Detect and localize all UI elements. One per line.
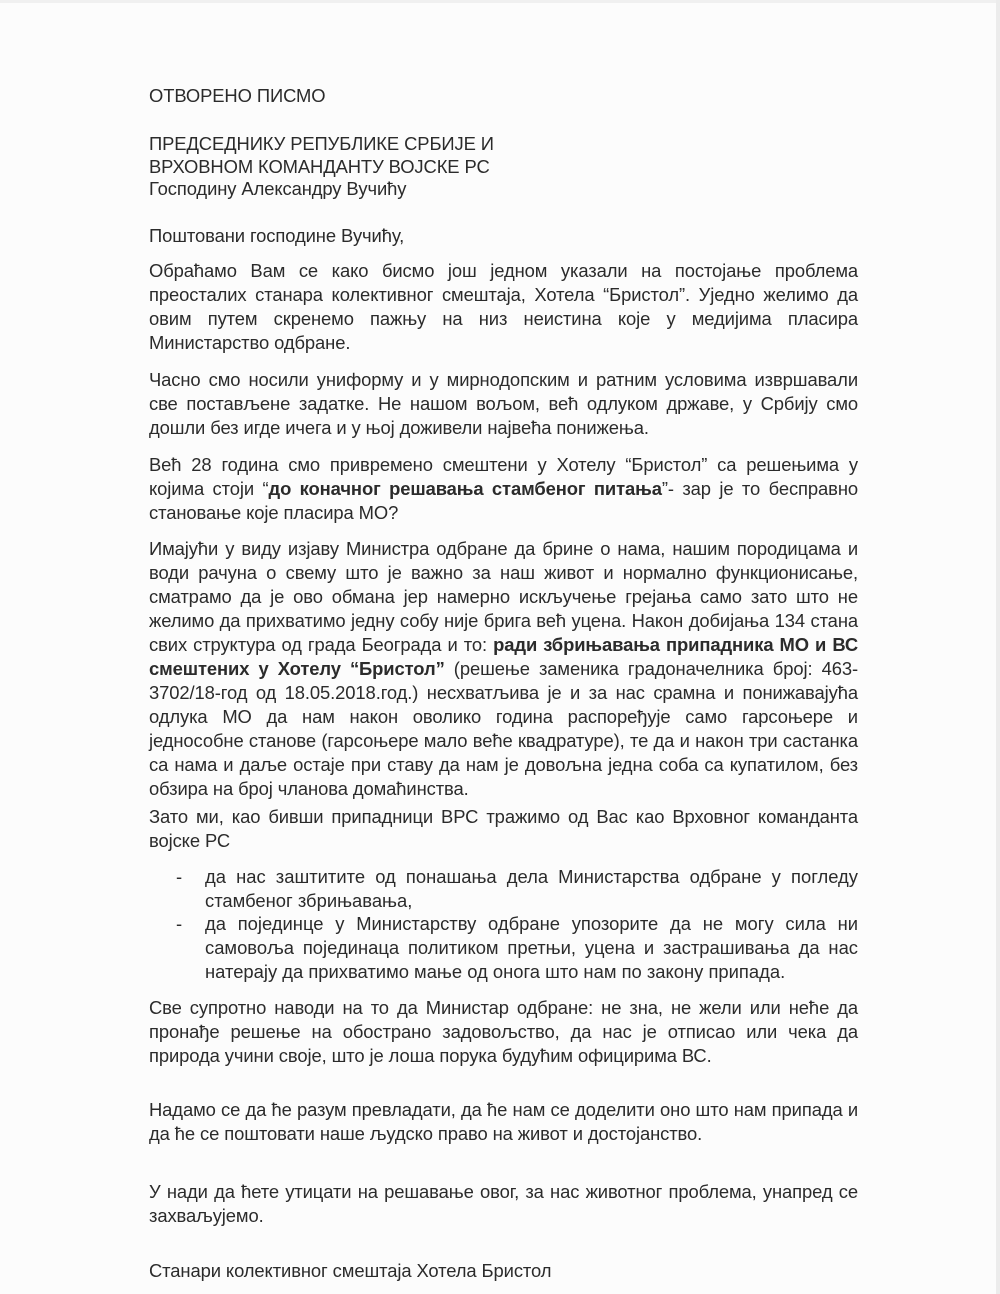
letter-heading: ОТВОРЕНО ПИСМО: [149, 85, 326, 106]
paragraph-2: Часно смо носили униформу и у мирнодопским и ратним условима извршавали све постављене задатке. Не нашом вољом, већ одлуком државе, у Србију смо дошли без игде ичега и у њој доживели највећа понижења.: [149, 369, 858, 438]
paragraph-3: [149, 453, 858, 525]
demand-1-text: да нас заштитите од понашања дела Министарства одбране у погледу стамбеног збрињавања,: [205, 866, 858, 911]
paragraph-5: Зато ми, као бивши припадници ВРС тражимо од Вас као Врховног команданта војске РС: [149, 806, 858, 851]
paragraph-3-text-a: Већ 28 година смо привремено смештени у Хотелу “Бристол” са решењима у којима стоји “: [149, 454, 858, 499]
scan-edge-right: [996, 0, 1000, 1294]
closing-paragraph-3: У нади да ћете утицати на решавање овог, за нас животног проблема, унапред се захваљујемо.: [149, 1181, 858, 1226]
closing-paragraph-2: Надамо се да ће разум превладати, да ће нам се доделити оно што нам припада и да ће се поштовати наше људско право на живот и достојанство.: [149, 1099, 858, 1144]
recipient-line-3: Господину Александру Вучићу: [149, 178, 407, 199]
demand-2-marker: -: [176, 913, 183, 934]
paragraph-4-text-b: (решење заменика градоначелника број: 463-3702/18-год од 18.05.2018.год.) несхватљива је и за нас срамна и понижавајућа одлука МО да нам након оволико година распоређује само гарсоњере и једнособне станове (гарсоњере мало веће квадратуре), те да и након три састанка са нама и даље остаје при ставу да нам је довољна једна соба са купатилом, без обзира на број чланова домаћинства.: [149, 658, 858, 799]
scan-edge-top: [0, 0, 1000, 3]
recipient-line-2: ВРХОВНОМ КОМАНДАНТУ ВОЈСКЕ РС: [149, 156, 490, 177]
demand-1-marker: -: [176, 866, 183, 887]
paragraph-4-text-a: Имајући у виду изјаву Министра одбране да брине о нама, нашим породицама и води рачуна о свему што је важно за наш живот и нормално функционисање, сматрамо да је ово обмана јер намерно искључење грејања само зато што не желимо да прихватимо једну собу није брига већ уцена. Након добијања 134 стана свих структура од града Београда и то:: [149, 538, 858, 655]
closing-paragraph-1: Све супротно наводи на то да Министар одбране: не зна, не жели или неће да пронађе решење на обострано задовољство, да нас је отписао или чека да природа учини своје, што је лоша порука будућим официрима ВС.: [149, 997, 858, 1066]
paragraph-4: [149, 537, 858, 801]
demand-2-text: да појединце у Министарству одбране упозорите да не могу сила ни самовоља појединаца политиком претњи, уцена и застрашивања да нас натерају да прихватимо мање од онога што нам по закону припада.: [205, 913, 858, 982]
salutation: Поштовани господине Вучићу,: [149, 225, 405, 246]
recipient-line-1: ПРЕДСЕДНИКУ РЕПУБЛИКЕ СРБИЈЕ И: [149, 133, 494, 154]
paragraph-3-bold: до коначног решавања стамбеног питања: [268, 478, 662, 499]
paragraph-4-bold: ради збрињавања припадника МО и ВС смештених у Хотелу “Бристол”: [149, 634, 858, 679]
paragraph-1: Обраћамо Вам се како бисмо још једном указали на постојање проблема преосталих станара колективног смештаја, Хотела “Бристол”. Уједно желимо да овим путем скренемо пажњу на низ неистина које у медијима пласира Министарство одбране.: [149, 260, 858, 353]
paragraph-3-text-b: ”- зар је то бесправно становање које пласира МО?: [149, 478, 859, 523]
signature: Станари колективног смештаја Хотела Бристол: [149, 1260, 552, 1281]
